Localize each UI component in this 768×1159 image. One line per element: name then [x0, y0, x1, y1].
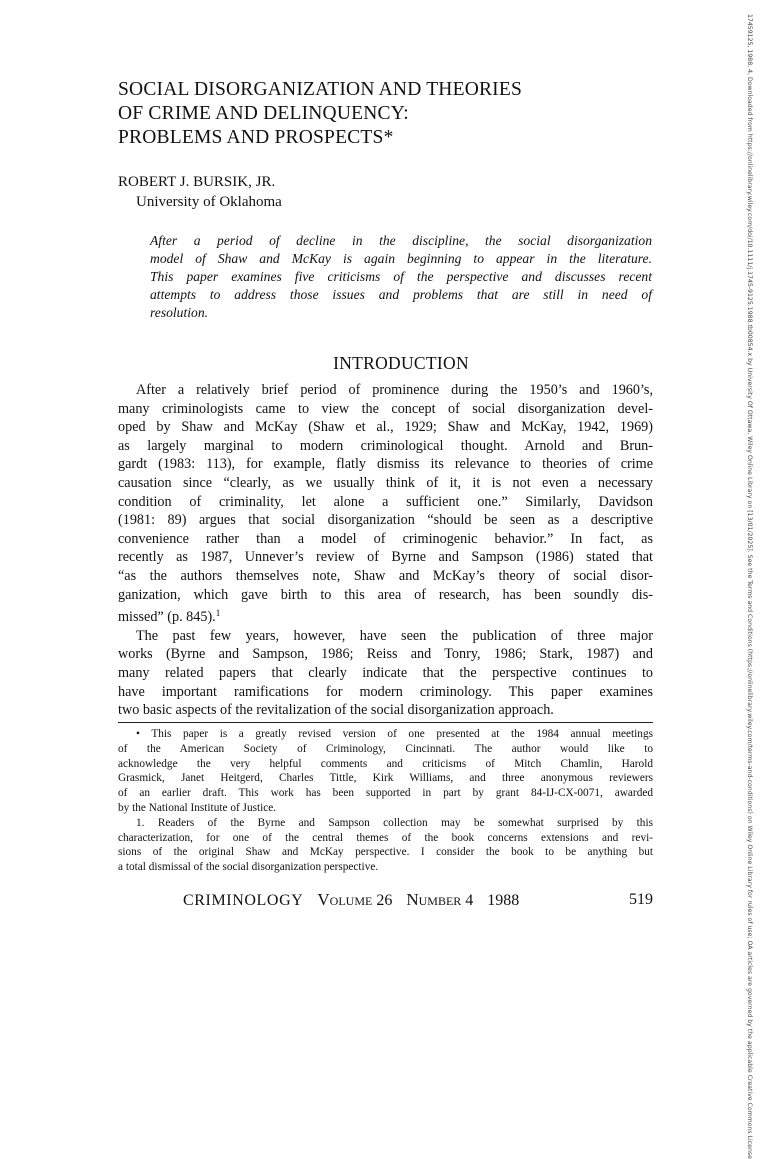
body-line: as largely marginal to modern criminological thought. Arnold and Brun-	[118, 437, 653, 454]
body-text	[118, 381, 653, 720]
abstract-line: After a period of decline in the discipline, the social disorganization	[150, 233, 652, 248]
number-label: Number	[406, 890, 462, 909]
body-line: ganization, which gave birth to this area of research, has been soundly dis-	[118, 586, 653, 603]
abstract-line: This paper examines five criticisms of the perspective and discusses recent	[150, 269, 652, 284]
footnote-line: Grasmick, Janet Heitgerd, Charles Tittle, Kirk Williams, and three anonymous reviewers	[118, 772, 653, 785]
title-line: OF CRIME AND DELINQUENCY:	[118, 103, 409, 124]
body-line: two basic aspects of the revitalization of the social disorganization approach.	[118, 702, 554, 719]
abstract-line: resolution.	[150, 305, 209, 320]
article-title	[118, 78, 658, 150]
footnote-line: acknowledge the very helpful comments and criticisms of Mitch Chamlin, Harold	[118, 757, 653, 770]
running-footer	[183, 890, 653, 911]
body-line: many related papers that clearly indicate that the perspective continues to	[118, 664, 653, 681]
footnotes	[118, 727, 653, 875]
abstract-line: attempts to address those issues and problems that are still in need of	[150, 287, 652, 302]
body-line: causation since “clearly, as we usually think of it, it is not even a necessary	[118, 474, 653, 491]
body-line: have important ramifications for modern criminology. This paper examines	[118, 683, 653, 700]
body-line: oped by Shaw and McKay (Shaw et al., 1929; Shaw and McKay, 1942, 1969)	[118, 419, 653, 436]
body-line-text: missed” (p. 845).	[118, 609, 216, 626]
page-number: 519	[629, 891, 653, 908]
publication-year: 1988	[487, 892, 520, 909]
download-notice: 17459125, 1988, 4, Downloaded from https://onlinelibrary.wiley.com/doi/10.1111/j.1745-9125.1988.tb00854.x by University Of Ottawa, Wiley Online Library on [13/01/2025]. See the Terms and Conditions (https://onlinelibrary.wiley.com/terms-and-conditions) on Wiley Online Library for rules of use; OA articles are governed by the applicable Creative Commons License	[746, 14, 753, 1159]
body-line: works (Byrne and Sampson, 1986; Reiss and Tonry, 1986; Stark, 1987) and	[118, 646, 653, 663]
footnote-line: by the National Institute of Justice.	[118, 801, 277, 814]
footnote-marker: 1	[215, 608, 221, 619]
body-line: condition of criminality, let alone a sufficient one.” Similarly, Davidson	[118, 493, 653, 510]
section-heading	[0, 352, 768, 374]
section-heading-text: INTRODUCTION	[333, 353, 469, 373]
footnote-line: a total dismissal of the social disorganization perspective.	[118, 861, 379, 874]
footnote-line: 1. Readers of the Byrne and Sampson collection may be somewhat surprised by this	[136, 816, 653, 829]
body-line	[118, 604, 653, 627]
abstract	[150, 232, 652, 322]
title-line: SOCIAL DISORGANIZATION AND THEORIES	[118, 79, 523, 100]
footnote-line: sions of the original Shaw and McKay perspective. I consider the book to be anything but	[118, 846, 653, 859]
body-line: convenience rather than a model of criminogenic behavior.” In fact, as	[118, 530, 653, 547]
volume-number: 26	[376, 892, 393, 909]
footnote-divider	[118, 722, 653, 723]
body-line: gardt (1983: 113), for example, flatly dismiss its relevance to theories of crime	[118, 456, 653, 473]
issue-number: 4	[465, 892, 474, 909]
body-line: “as the authors themselves note, Shaw and McKay’s theory of social disor-	[118, 567, 653, 584]
footnote-line: characterization, for one of the central themes of the book concerns extensions and revi-	[118, 831, 653, 844]
volume-label: Volume	[317, 890, 373, 909]
footnote-line: • This paper is a greatly revised version of one presented at the 1984 annual meetings	[136, 728, 653, 740]
footnote-line: of an earlier draft. This work has been supported in part by grant 84-IJ-CX-0071, awarded	[118, 787, 653, 800]
author-name: ROBERT J. BURSIK, JR.	[118, 174, 276, 190]
body-line: many criminologists came to view the concept of social disorganization devel-	[118, 400, 653, 417]
footnote-line: of the American Society of Criminology, Cincinnati. The author would like to	[118, 742, 653, 755]
body-line: The past few years, however, have seen the publication of three major	[136, 627, 653, 644]
journal-name: CRIMINOLOGY	[183, 892, 304, 909]
abstract-line: model of Shaw and McKay is again beginning to appear in the literature.	[150, 251, 652, 266]
title-line: PROBLEMS AND PROSPECTS*	[118, 127, 394, 148]
body-line: recently as 1987, Unnever’s review of Byrne and Sampson (1986) stated that	[118, 549, 653, 566]
body-line: (1981: 89) argues that social disorganization “should be seen as a descriptive	[118, 512, 653, 529]
body-line: After a relatively brief period of prominence during the 1950’s and 1960’s,	[136, 382, 653, 398]
author-affiliation: University of Oklahoma	[136, 194, 282, 210]
